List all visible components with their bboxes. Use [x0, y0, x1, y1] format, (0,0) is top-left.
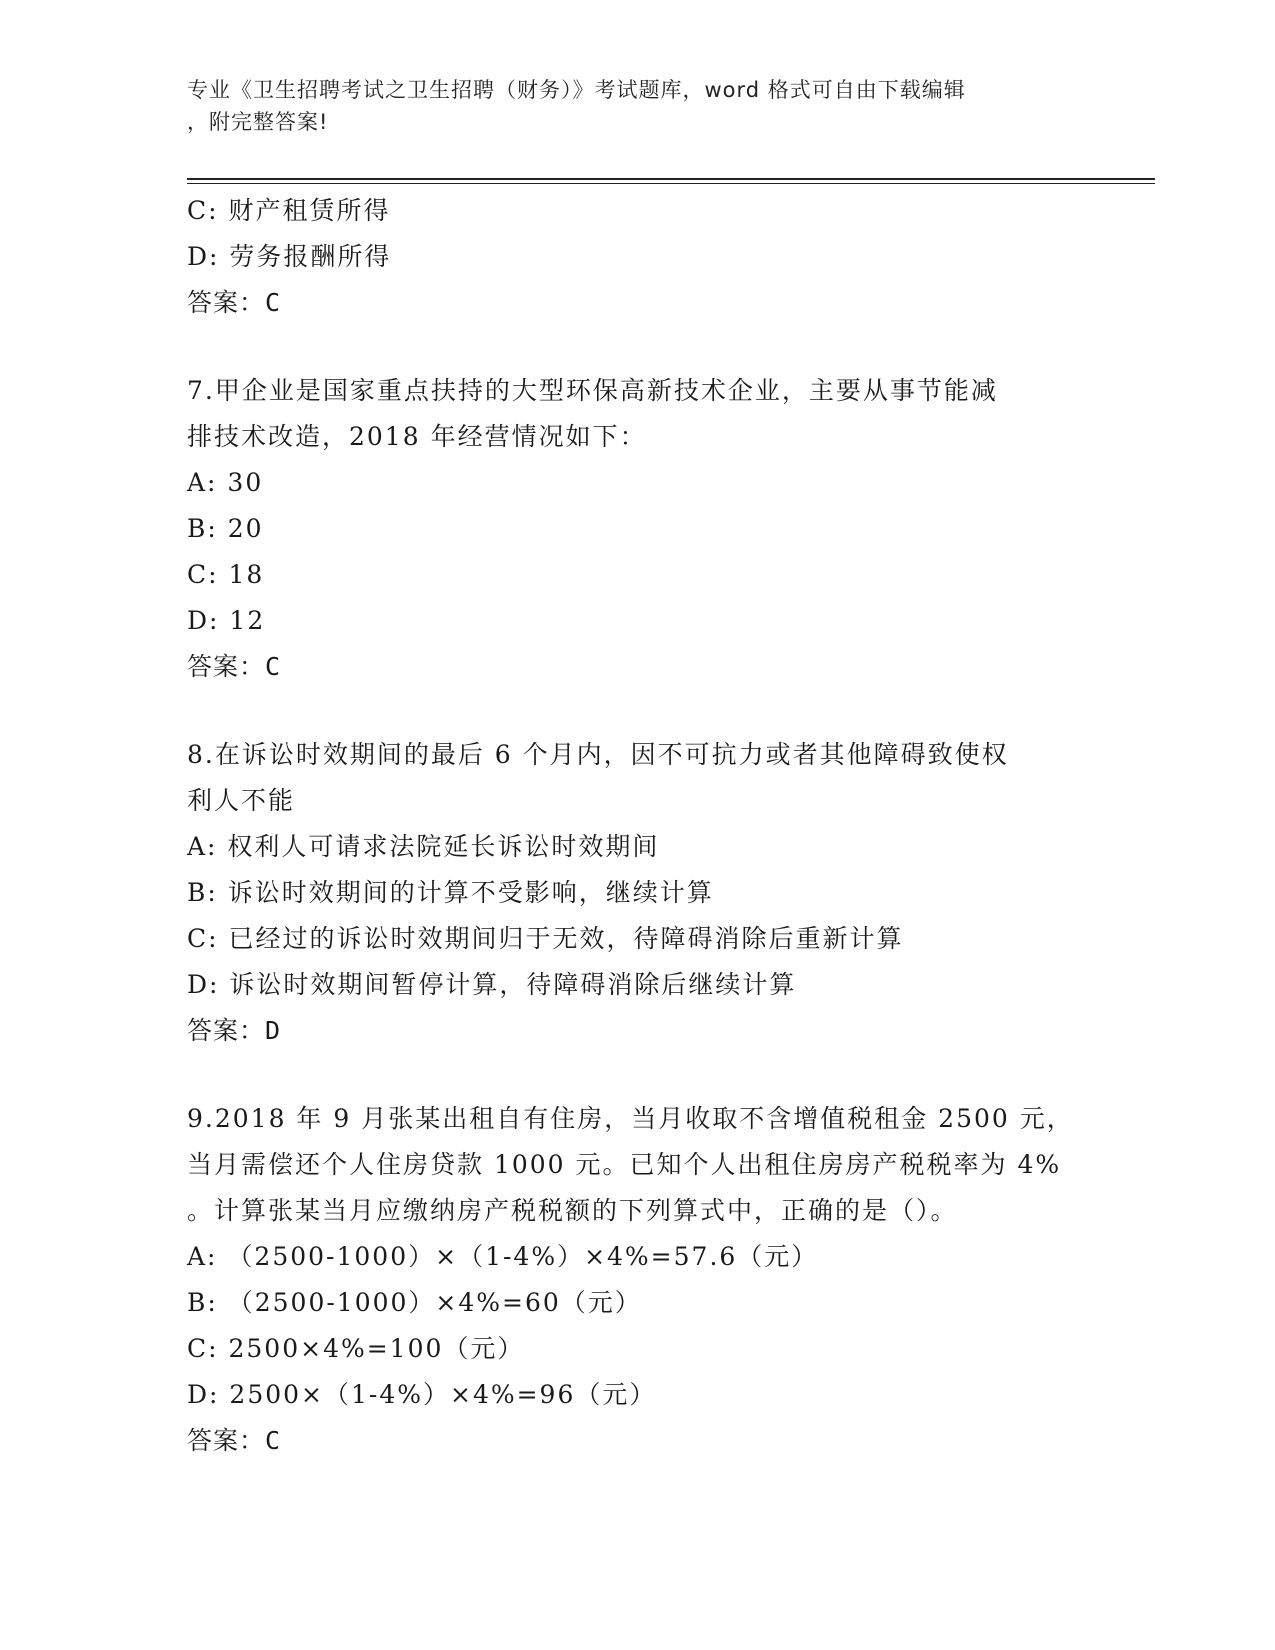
header-divider: [187, 178, 1155, 184]
option-b: B: （2500-1000）×4%=60（元）: [187, 1288, 642, 1317]
option-d: D: 诉讼时效期间暂停计算，待障碍消除后继续计算: [187, 970, 797, 999]
option-c: C: 2500×4%=100（元）: [187, 1334, 525, 1363]
question-stem: 利人不能: [187, 786, 296, 815]
option-d: D: 劳务报酬所得: [187, 242, 392, 271]
question-stem: 7.甲企业是国家重点扶持的大型环保高新技术企业，主要从事节能减: [187, 376, 998, 405]
option-a: A: （2500-1000）×（1-4%）×4%=57.6（元）: [187, 1242, 819, 1271]
answer: 答案：C: [187, 288, 282, 317]
header-title-line-1: 专业《卫生招聘考试之卫生招聘（财务）》考试题库，word 格式可自由下载编辑: [187, 78, 966, 102]
header-title-line-2: ，附完整答案!: [187, 110, 329, 134]
question-stem: 9.2018 年 9 月张某出租自有住房，当月收取不含增值税租金 2500 元，: [187, 1104, 1074, 1133]
question-stem: 排技术改造，2018 年经营情况如下：: [187, 422, 647, 451]
option-a: A: 权利人可请求法院延长诉讼时效期间: [187, 832, 660, 861]
question-stem: 8.在诉讼时效期间的最后 6 个月内，因不可抗力或者其他障碍致使权: [187, 740, 1009, 769]
option-c: C: 财产租赁所得: [187, 196, 391, 225]
question-8: [187, 732, 1087, 1054]
question-stem: 当月需偿还个人住房贷款 1000 元。已知个人出租住房房产税税率为 4%: [187, 1150, 1062, 1179]
option-d: D: 12: [187, 606, 266, 635]
question-9: [187, 1096, 1087, 1464]
option-b: B: 诉讼时效期间的计算不受影响，继续计算: [187, 878, 714, 907]
question-list: [187, 188, 1087, 1464]
answer: 答案：C: [187, 1426, 282, 1455]
option-d: D: 2500×（1-4%）×4%=96（元）: [187, 1380, 657, 1409]
option-b: B: 20: [187, 514, 264, 543]
answer: 答案：D: [187, 1016, 282, 1045]
spacer: [187, 326, 1087, 368]
question-7: [187, 368, 1087, 690]
option-c: C: 已经过的诉讼时效期间归于无效，待障碍消除后重新计算: [187, 924, 904, 953]
option-a: A: 30: [187, 468, 264, 497]
spacer: [187, 1054, 1087, 1096]
answer: 答案：C: [187, 652, 282, 681]
question-stem: 。计算张某当月应缴纳房产税税额的下列算式中，正确的是（）。: [187, 1196, 958, 1225]
spacer: [187, 690, 1087, 732]
question-6-tail: [187, 188, 1087, 326]
option-c: C: 18: [187, 560, 265, 589]
document-header: [187, 74, 1087, 138]
